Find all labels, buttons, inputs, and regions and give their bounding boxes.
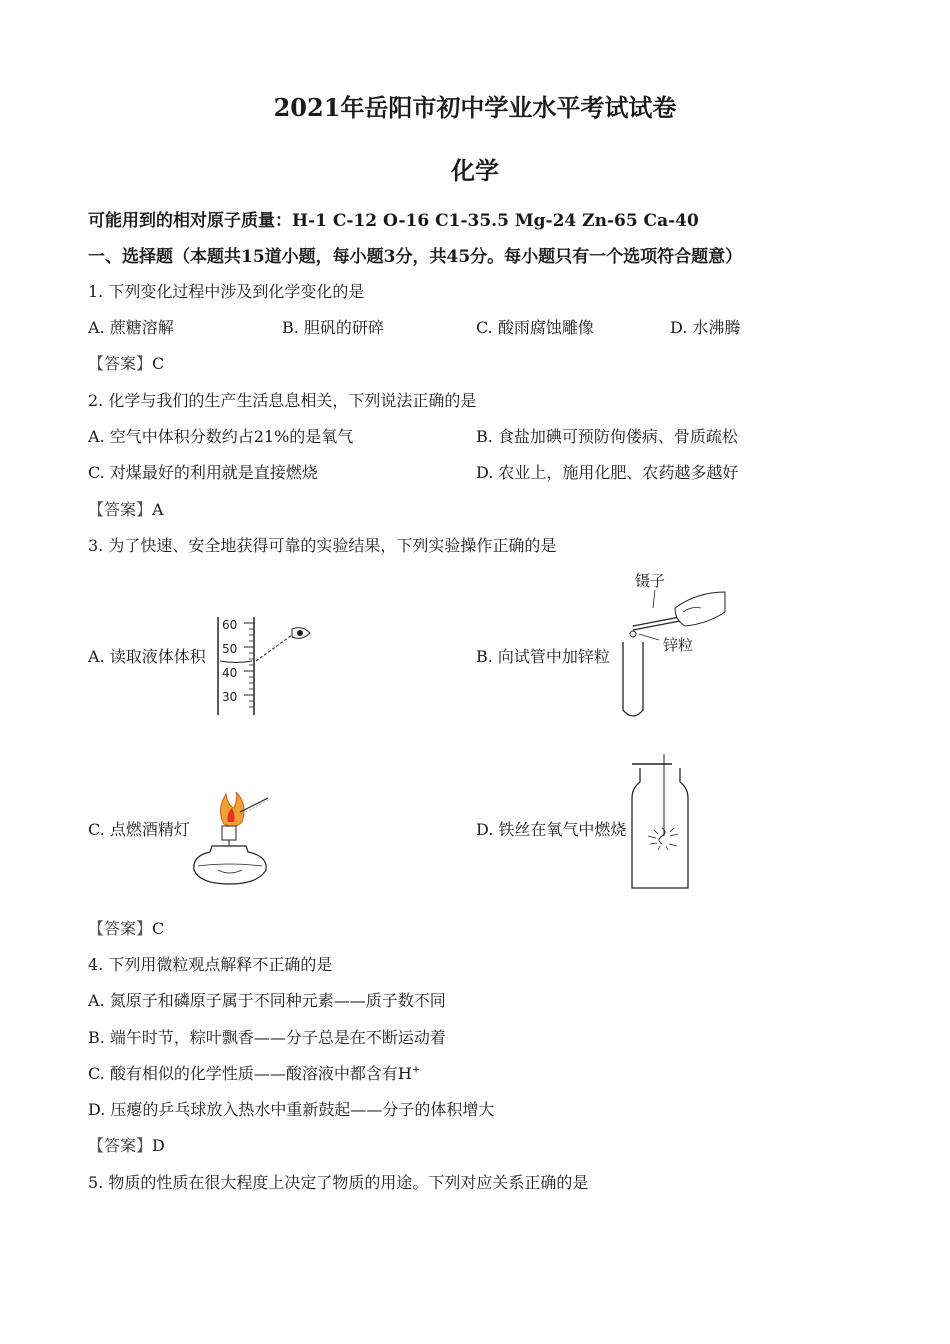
q3-answer: 【答案】C — [88, 919, 165, 938]
q1-option-c: C. 酸雨腐蚀雕像 — [476, 318, 594, 337]
q2-option-a: A. 空气中体积分数约占21%的是氧气 — [88, 427, 354, 446]
page-title: 2021年岳阳市初中学业水平考试试卷 — [273, 93, 677, 122]
q1-answer: 【答案】C — [88, 354, 165, 373]
q4-option-b: B. 端午时节，粽叶飘香——分子总是在不断运动着 — [88, 1028, 446, 1047]
alcohol-lamp-figure — [188, 790, 278, 890]
question-1-stem: 1. 下列变化过程中涉及到化学变化的是 — [88, 282, 365, 301]
q4-option-d: D. 压瘪的乒乓球放入热水中重新鼓起——分子的体积增大 — [88, 1100, 495, 1119]
question-2-stem: 2. 化学与我们的生产生活息息相关，下列说法正确的是 — [88, 391, 477, 410]
cylinder-tick-40: 40 — [222, 666, 238, 680]
section-heading: 一、选择题（本题共15道小题，每小题3分，共45分。每小题只有一个选项符合题意） — [88, 247, 743, 267]
q2-option-c: C. 对煤最好的利用就是直接燃烧 — [88, 463, 318, 482]
question-5-stem: 5. 物质的性质在很大程度上决定了物质的用途。下列对应关系正确的是 — [88, 1173, 589, 1192]
q4-answer: 【答案】D — [88, 1136, 165, 1155]
graduated-cylinder-figure — [214, 615, 314, 720]
q3-option-d: D. 铁丝在氧气中燃烧 — [476, 820, 627, 839]
iron-wire-oxygen-figure — [628, 752, 692, 894]
q2-option-b: B. 食盐加碘可预防佝偻病、骨质疏松 — [476, 427, 738, 446]
q1-option-d: D. 水沸腾 — [670, 318, 741, 337]
cylinder-tick-60: 60 — [222, 618, 238, 632]
tweezers-label: 镊子 — [635, 572, 666, 590]
atomic-masses: 可能用到的相对原子质量：H-1 C-12 O-16 C1-35.5 Mg-24 Zn-65 Ca-40 — [88, 211, 699, 231]
q1-option-b: B. 胆矾的研碎 — [282, 318, 384, 337]
cylinder-tick-50: 50 — [222, 642, 238, 656]
subject-title: 化学 — [451, 156, 499, 185]
question-4-stem: 4. 下列用微粒观点解释不正确的是 — [88, 955, 333, 974]
test-tube-zinc-figure — [615, 568, 735, 723]
q2-option-d: D. 农业上，施用化肥、农药越多越好 — [476, 463, 739, 482]
cylinder-tick-30: 30 — [222, 690, 238, 704]
q1-option-a: A. 蔗糖溶解 — [88, 318, 174, 337]
question-3-stem: 3. 为了快速、安全地获得可靠的实验结果，下列实验操作正确的是 — [88, 536, 557, 555]
q4-option-a: A. 氮原子和磷原子属于不同种元素——质子数不同 — [88, 991, 446, 1010]
q4-option-c: C. 酸有相似的化学性质——酸溶液中都含有H+ — [88, 1064, 421, 1083]
zinc-label: 锌粒 — [663, 636, 694, 654]
q3-option-c: C. 点燃酒精灯 — [88, 820, 190, 839]
q2-answer: 【答案】A — [88, 500, 164, 519]
q3-option-b: B. 向试管中加锌粒 — [476, 647, 610, 666]
q3-option-a: A. 读取液体体积 — [88, 647, 206, 666]
